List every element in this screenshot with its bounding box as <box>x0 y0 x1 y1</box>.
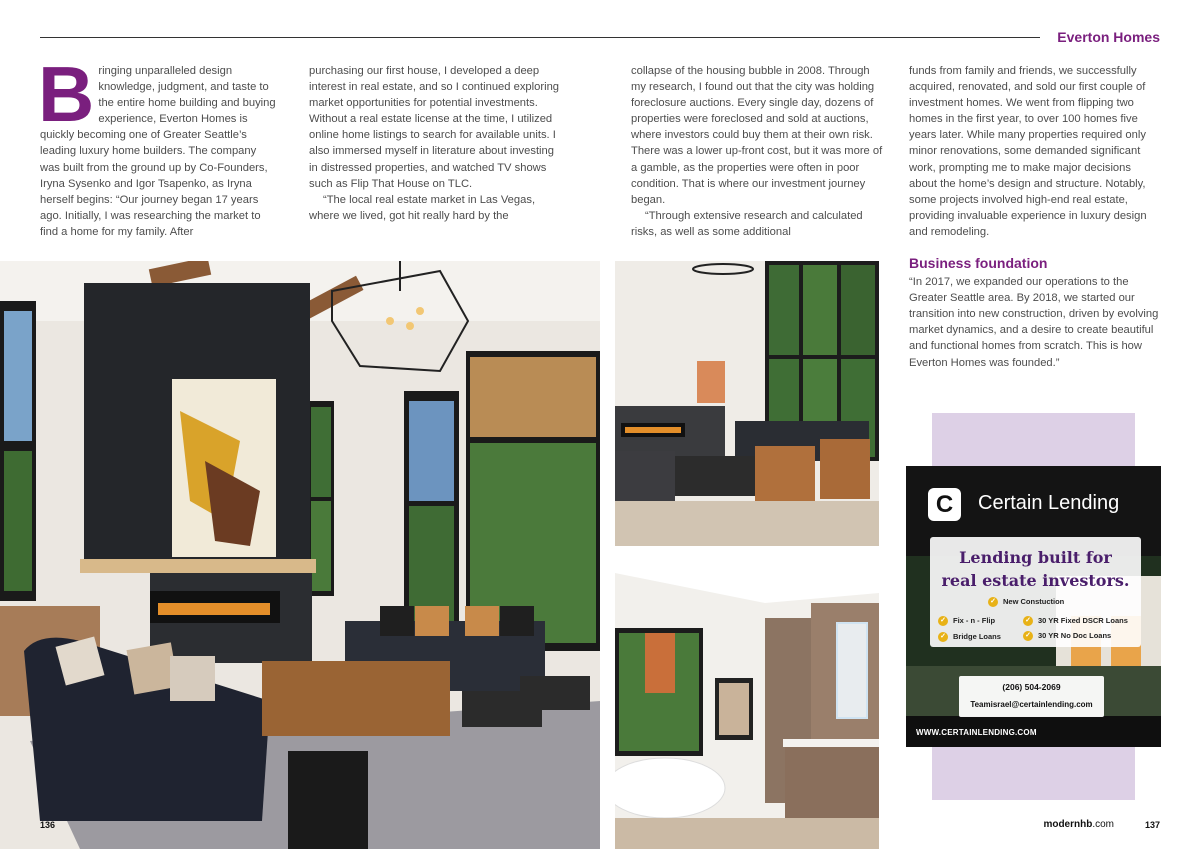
family-room-photo <box>615 261 879 546</box>
header-rule <box>40 37 1040 38</box>
check-icon: ✓ <box>1023 631 1033 641</box>
article-paragraph: purchasing our first house, I developed a deep interest in real estate, and so I continued exploring market opportunities for potential investments. Without a real estate license at the time, I utilized online home listings to search for available units. I also immersed myself in literature about investing in distressed properties, and watched TV shows such as Flip That House on TLC. <box>309 65 560 190</box>
certain-lending-logo-icon: C <box>928 488 961 521</box>
article-paragraph: “In 2017, we expanded our operations to the Greater Seattle area. By 2018, we started our transition into new construction, driven by evolving market dynamics, and a desire to create beautiful and functional homes from scratch. This is how Everton Homes was founded.” <box>909 276 1159 369</box>
ad-feature-item: ✓ Bridge Loans <box>938 632 1001 642</box>
ad-headline-line-2: real estate investors. <box>941 571 1130 590</box>
ad-headline-line-1: Lending built for <box>959 548 1112 567</box>
article-paragraph: “Through extensive research and calculated risks, as well as some additional <box>631 209 863 238</box>
page-number-right: 137 <box>1144 820 1160 830</box>
article-column-2 <box>309 63 563 224</box>
article-column-4 <box>909 63 1161 371</box>
check-icon: ✓ <box>988 597 998 607</box>
ad-headline <box>930 546 1141 592</box>
ad-email[interactable]: Teamisrael@certainlending.com <box>970 700 1093 709</box>
subheading: Business foundation <box>909 255 1048 272</box>
ad-phone[interactable]: (206) 504-2069 <box>1002 682 1061 692</box>
ad-website-link[interactable]: WWW.CERTAINLENDING.COM <box>916 728 1037 737</box>
site-name: modernhb.com <box>1043 819 1114 830</box>
article-paragraph: ringing unparalleled design knowledge, judgment, and taste to the entire home building and buying experience, Everton Homes is quickly becoming one of Greater Seattle’s leading luxury home builders. The company was built from the ground up by Co-Founders, Iryna Sysenko and Igor Tsapenko, as Iryna herself begins: “Our journey began 17 years ago. Initially, I was researching the market to find a home for my family. After <box>40 65 276 238</box>
check-icon: ✓ <box>938 632 948 642</box>
check-icon: ✓ <box>1023 616 1033 626</box>
article-paragraph: “The local real estate market in Las Vegas, where we lived, got hit really hard by the <box>309 193 536 222</box>
ad-feature-item: ✓ 30 YR Fixed DSCR Loans <box>1023 616 1128 626</box>
ad-feature-item: ✓ Fix - n - Flip <box>938 616 995 626</box>
ad-feature-item: ✓ 30 YR No Doc Loans <box>1023 631 1111 641</box>
bathroom-photo <box>615 563 879 849</box>
page-number-left: 136 <box>40 820 56 830</box>
ad-brand-name: Certain Lending <box>978 492 1120 514</box>
article-paragraph: funds from family and friends, we successfully acquired, renovated, and sold our first couple of investment homes. We went from flipping two homes in the first year, to over 100 homes five years later. While many properties required only minor renovations, some demanded significant work, prompting me to make major decisions about the home’s design and structure. Notably, some projects involved high-end real estate, providing invaluable experience in luxury design and remodeling. <box>909 65 1147 238</box>
certain-lending-ad[interactable] <box>906 466 1161 747</box>
living-room-photo <box>0 261 600 849</box>
drop-cap: B <box>38 50 95 138</box>
ad-feature-item: ✓ New Constuction <box>988 597 1064 607</box>
article-paragraph: collapse of the housing bubble in 2008. Through my research, I found out that the city was holding foreclosure auctions. Every single day, dozens of properties were foreclosed and sold at auctions, where investors could buy them at their own risk. There was a lower up-front cost, but it was more of a gamble, as the properties were often in poor condition. That is where our investment journey began. <box>631 65 883 206</box>
check-icon: ✓ <box>938 616 948 626</box>
article-column-3 <box>631 63 883 240</box>
article-column-1 <box>38 50 276 240</box>
section-title: Everton Homes <box>1057 29 1160 45</box>
